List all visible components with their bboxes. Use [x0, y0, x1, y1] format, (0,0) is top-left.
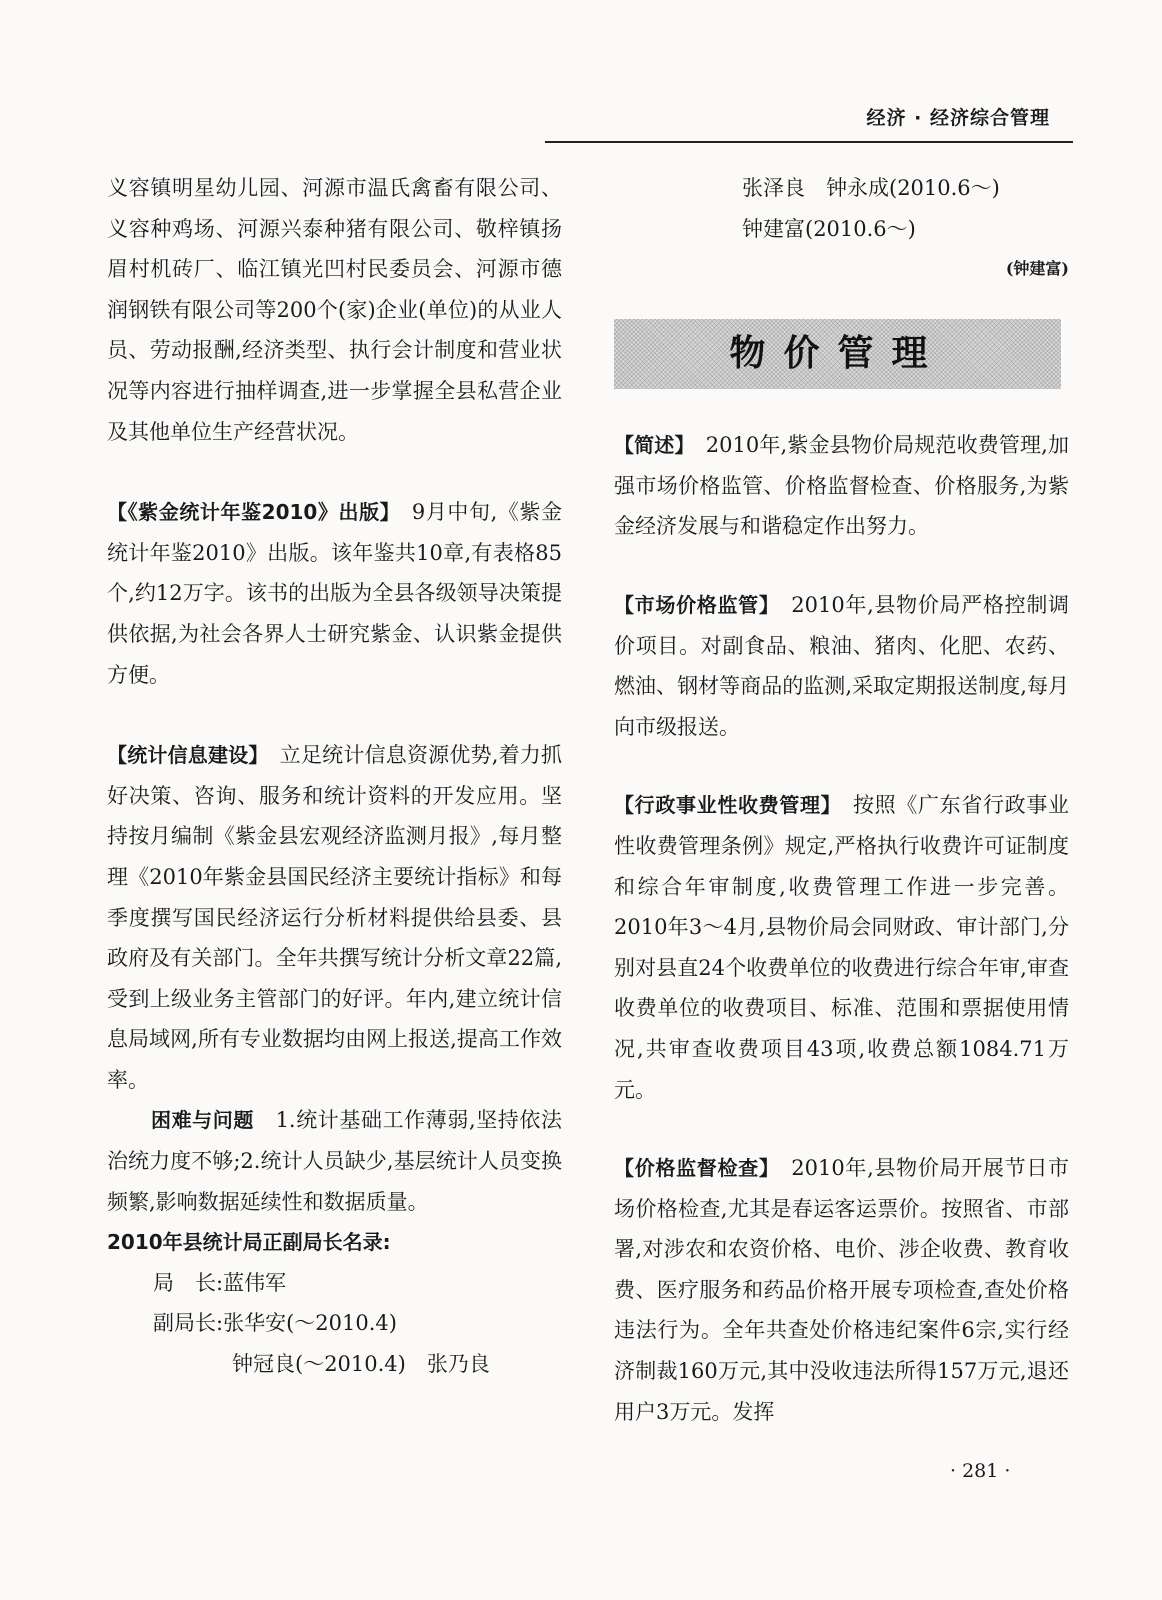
section-market-price [614, 585, 1069, 747]
section-heading: 【行政事业性收费管理】 [614, 793, 832, 818]
running-title: 经济 · 经济综合管理 [866, 107, 1050, 129]
section-text: 立足统计信息资源优势,着力抓好决策、咨询、服务和统计资料的开发应用。坚持按月编制《紫金县宏观经济监测月报》,每月整理《2010年紫金县国民经济主要统计指标》和每季度撰写国民经济运行分析材料提供给县委、县政府及有关部门。全年共撰写统计分析文章22篇,受到上级业务主管部门的好评。年内,建立统计信息局域网,所有专业数据均由网上报送,提高工作效率。 [107, 743, 563, 1092]
roster-title: 2010年县统计局正副局长名录: [107, 1230, 391, 1255]
section-price-inspection [614, 1148, 1069, 1432]
problems-text: 1.统计基础工作薄弱,坚持依法治统力度不够;2.统计人员缺少,基层统计人员变换频繁,影响数据延续性和数据质量。 [107, 1108, 562, 1214]
section-overview [614, 425, 1069, 547]
paragraph-intro: 义容镇明星幼儿园、河源市温氏禽畜有限公司、义容种鸡场、河源兴泰种猪有限公司、敬梓镇扬眉村机砖厂、临江镇光凹村民委员会、河源市德润钢铁有限公司等200个(家)企业(单位)的从业人员、劳动报酬,经济类型、执行会计制度和营业状况等内容进行抽样调查,进一步掌握全县私营企业及其他单位生产经营状况。 [107, 176, 562, 444]
roster-line: 张泽良 钟永成(2010.6～) [742, 176, 1000, 200]
section-text: 2010年,紫金县物价局规范收费管理,加强市场价格监管、价格监督检查、价格服务,为紫金经济发展与和谐稳定作出努力。 [614, 433, 1070, 539]
left-column [107, 168, 562, 1385]
section-fee-management [614, 785, 1069, 1110]
section-info-construction [107, 735, 562, 1100]
paragraph-problems [107, 1100, 562, 1222]
attribution: (钟建富) [1005, 259, 1069, 279]
roster-line: 副局长:张华安(～2010.4) [153, 1311, 397, 1336]
section-heading: 【价格监督检查】 [614, 1156, 770, 1181]
section-heading: 【简述】 [614, 433, 685, 458]
roster-line: 局 长:蓝伟军 [153, 1270, 287, 1295]
section-heading: 【统计信息建设】 [107, 743, 259, 768]
section-heading: 【市场价格监管】 [614, 592, 770, 617]
section-banner: 物价管理 [614, 319, 1061, 389]
roster-line: 钟冠良(～2010.4) 张乃良 [232, 1352, 490, 1377]
right-column [614, 168, 1069, 1432]
section-yearbook [107, 492, 562, 695]
section-text: 按照《广东省行政事业性收费管理条例》规定,严格执行收费许可证制度和综合年审制度,收费管理工作进一步完善。2010年3～4月,县物价局会同财政、审计部门,分别对县直24个收费单位的收费进行综合年审,审查收费单位的收费项目、标准、范围和票据使用情况,共审查收费项目43项,收费总额1084.71万元。 [614, 793, 1070, 1102]
section-heading: 【《紫金统计年鉴2010》出版】 [107, 500, 391, 525]
roster-line: 钟建富(2010.6～) [742, 216, 916, 241]
section-text: 2010年,县物价局严格控制调价项目。对副食品、粮油、猪肉、化肥、农药、燃油、钢材等商品的监测,采取定期报送制度,每月向市级报送。 [614, 592, 1070, 739]
section-text: 9月中旬,《紫金统计年鉴2010》出版。该年鉴共10章,有表格85个,约12万字。该书的出版为全县各级领导决策提供依据,为社会各界人士研究紫金、认识紫金提供方便。 [107, 500, 563, 687]
problems-heading: 困难与问题 [151, 1108, 254, 1133]
section-text: 2010年,县物价局开展节日市场价格检查,尤其是春运客运票价。按照省、市部署,对涉农和农资价格、电价、涉企收费、教育收费、医疗服务和药品价格开展专项检查,查处价格违法行为。全年共查处价格违纪案件6宗,实行经济制裁160万元,其中没收违法所得157万元,退还用户3万元。发挥 [614, 1156, 1070, 1424]
header-rule [545, 141, 1073, 143]
page-number: · 281 · [950, 1460, 1011, 1482]
